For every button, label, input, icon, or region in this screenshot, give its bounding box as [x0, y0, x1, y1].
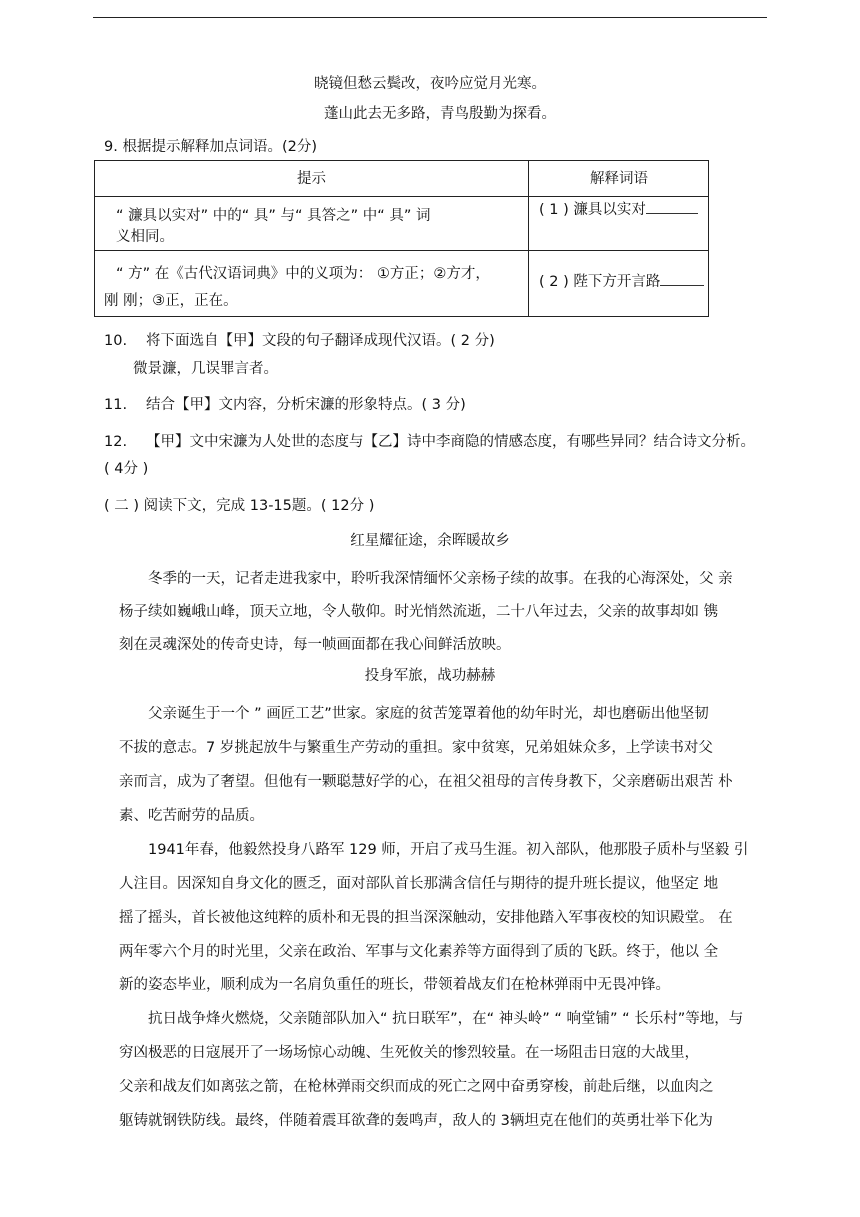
question-12: 【甲】文中宋濂为人处世的态度与【乙】诗中李商隐的情感态度，有哪些异同？结合诗文分析。: [146, 434, 755, 450]
row1-answer-blank[interactable]: [646, 199, 698, 214]
row1-hint-line2: 义相同。: [116, 229, 174, 245]
p4-line-1: 抗日战争烽火燃烧，父亲随部队加入“ 抗日联军”，在“ 神头岭” “ 响堂铺” “ 长乐村”等地，与: [148, 1011, 744, 1027]
question-11: 结合【甲】文内容，分析宋濂的形象特点。( 3 分): [146, 397, 466, 413]
row2-hint-line1: “ 方” 在《古代汉语词典》中的义项为： ①方正；②方才，: [116, 266, 490, 282]
question-9: 9. 根据提示解释加点词语。(2分): [104, 139, 317, 155]
question-10-number: 10.: [104, 333, 128, 349]
p1-line-3: 刻在灵魂深处的传奇史诗，每一帧画面都在我心间鲜活放映。: [119, 637, 511, 653]
p1-line-1: 冬季的一天，记者走进我家中，聆听我深情缅怀父亲杨子续的故事。在我的心海深处，父 亲: [148, 571, 733, 587]
p3-line-2: 人注目。因深知自身文化的匮乏，面对部队首长那满含信任与期待的提升班长提议，他坚定 地: [119, 876, 719, 892]
row1-hint-line1: “ 濂具以实对” 中的“ 具” 与“ 具答之” 中“ 具” 词: [116, 208, 431, 224]
p2-line-2: 不拔的意志。7 岁挑起放牛与繁重生产劳动的重担。家中贫寒，兄弟姐妹众多，上学读书对父: [119, 740, 713, 756]
header-rule: [93, 17, 767, 18]
table-header-hint: 提示: [297, 171, 326, 187]
p1-line-2: 杨子续如巍峨山峰，顶天立地，令人敬仰。时光悄然流逝，二十八年过去，父亲的故事却如 镌: [119, 604, 719, 620]
p2-line-1: 父亲诞生于一个 ” 画匠工艺”世家。家庭的贫苦笼罩着他的幼年时光，却也磨砺出他坚韧: [148, 706, 709, 722]
p2-line-4: 素、吃苦耐劳的品质。: [119, 808, 264, 824]
p3-line-4: 两年零六个月的时光里，父亲在政治、军事与文化素养等方面得到了质的飞跃。终于，他以 全: [119, 944, 719, 960]
p4-line-4: 躯铸就钢铁防线。最终，伴随着震耳欲聋的轰鸣声，敌人的 3辆坦克在他们的英勇壮举下化为: [119, 1113, 713, 1129]
p3-line-5: 新的姿态毕业，顺利成为一名肩负重任的班长，带领着战友们在枪林弹雨中无畏冲锋。: [119, 977, 670, 993]
p3-line-3: 摇了摇头，首长被他这纯粹的质朴和无畏的担当深深触动，安排他踏入军事夜校的知识殿堂。 在: [119, 910, 733, 926]
table-divider-row: [95, 250, 708, 251]
poem-line-2: 蓬山此去无多路，青鸟殷勤为探看。: [324, 106, 556, 122]
row2-hint-line2: 刚 刚；③正，正在。: [104, 293, 238, 309]
p3-line-1: 1941年春，他毅然投身八路军 129 师，开启了戎马生涯。初入部队，他那股子质朴与坚毅 引: [148, 842, 749, 858]
table-divider-header: [95, 196, 708, 197]
table-header-explain: 解释词语: [590, 171, 648, 187]
hint-table: [94, 160, 709, 317]
p2-line-3: 亲而言，成为了奢望。但他有一颗聪慧好学的心，在祖父祖母的言传身教下，父亲磨砺出艰苦 朴: [119, 774, 733, 790]
row2-answer-label: ( 2 ) 陛下方开言路: [539, 274, 661, 290]
question-12-number: 12.: [104, 434, 128, 450]
question-12-score: ( 4分 ): [104, 461, 149, 477]
article-subtitle: 投身军旅，战功赫赫: [364, 668, 496, 684]
p4-line-2: 穷凶极恶的日寇展开了一场场惊心动魄、生死攸关的惨烈较量。在一场阻击日寇的大战里，: [119, 1045, 699, 1061]
poem-line-1: 晓镜但愁云鬓改，夜吟应觉月光寒。: [314, 76, 546, 92]
question-10-sentence: 微景濂，几误罪言者。: [133, 361, 278, 377]
question-11-number: 11.: [104, 397, 128, 413]
row2-answer-blank[interactable]: [660, 271, 704, 286]
question-10: 将下面选自【甲】文段的句子翻译成现代汉语。( 2 分): [146, 333, 495, 349]
row1-answer: [539, 198, 698, 223]
row2-answer: [539, 270, 704, 295]
section-2-heading: ( 二 ) 阅读下文，完成 13-15题。( 12分 ): [104, 498, 375, 514]
p4-line-3: 父亲和战友们如离弦之箭，在枪林弹雨交织而成的死亡之网中奋勇穿梭，前赴后继，以血肉之: [119, 1079, 714, 1095]
article-title: 红星耀征途，余晖暖故乡: [350, 533, 510, 549]
row1-answer-label: ( 1 ) 濂具以实对: [539, 202, 646, 218]
